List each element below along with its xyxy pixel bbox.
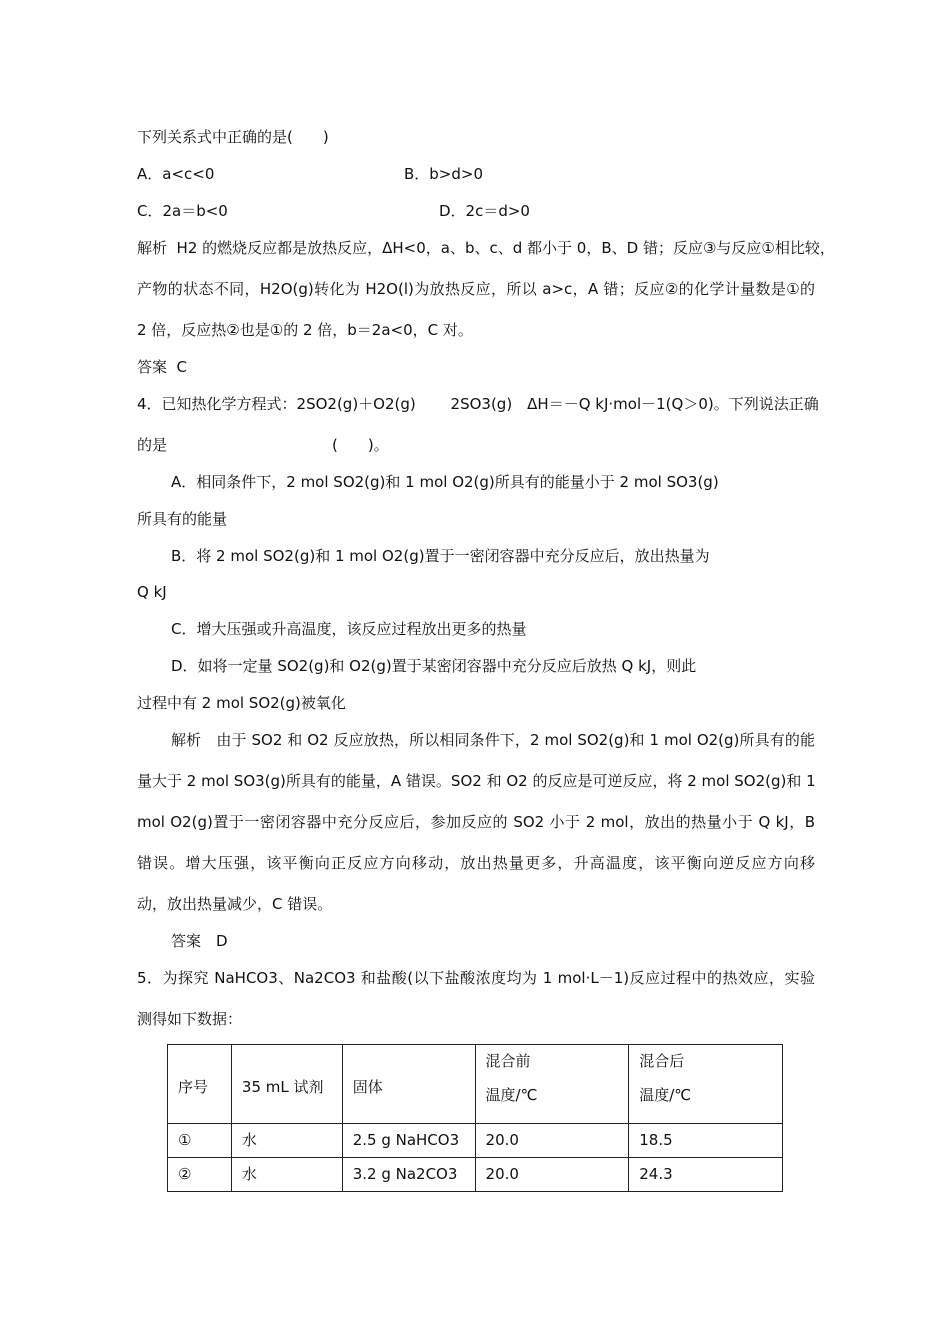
q4-option-b-line-2: Q kJ [137, 583, 167, 601]
q3-analysis-line-2: 产物的状态不同，H2O(g)转化为 H2O(l)为放热反应，所以 a>c，A 错；反应②的化学计量数是①的 [137, 280, 815, 298]
header-temp-before-line-1: 混合前 [485, 1052, 531, 1070]
q5-stem-line-2: 测得如下数据： [137, 1010, 243, 1028]
table-header-row [168, 1045, 783, 1124]
q4-answer: 答案 D [171, 932, 228, 950]
q3-option-a: A．a<c<0 [137, 165, 215, 183]
q3-option-c: C．2a＝b<0 [137, 202, 228, 220]
header-temp-after-line-2: 温度/℃ [639, 1086, 692, 1104]
header-solid: 固体 [342, 1045, 475, 1124]
q5-stem-line-1: 5．为探究 NaHCO3、Na2CO3 和盐酸(以下盐酸浓度均为 1 mol·L－1)反应过程中的热效应，实验 [137, 969, 815, 987]
q4-option-a-line-2: 所具有的能量 [137, 510, 228, 528]
header-reagent: 35 mL 试剂 [231, 1045, 342, 1124]
header-temp-after [629, 1045, 783, 1124]
q4-analysis-line-1: 解析 由于 SO2 和 O2 反应放热，所以相同条件下，2 mol SO2(g)和 1 mol O2(g)所具有的能 [171, 731, 815, 749]
q3-analysis-line-1: 解析 H2 的燃烧反应都是放热反应，ΔH<0，a、b、c、d 都小于 0，B、D 错；反应③与反应①相比较， [137, 239, 835, 257]
table-cell: 水 [231, 1124, 342, 1158]
table-cell: 20.0 [475, 1124, 629, 1158]
q4-analysis-line-4: 错误。增大压强，该平衡向正反应方向移动，放出热量更多，升高温度，该平衡向逆反应方向移 [137, 854, 815, 872]
q3-stem: 下列关系式中正确的是( ) [137, 128, 329, 146]
q4-analysis-line-3: mol O2(g)置于一密闭容器中充分反应后，参加反应的 SO2 小于 2 mol，放出的热量小于 Q kJ，B [137, 813, 815, 831]
table-row [168, 1124, 783, 1158]
q3-analysis-line-3: 2 倍，反应热②也是①的 2 倍，b＝2a<0，C 对。 [137, 321, 473, 339]
q4-analysis-line-2: 量大于 2 mol SO3(g)所具有的能量，A 错误。SO2 和 O2 的反应是可逆反应，将 2 mol SO2(g)和 1 [137, 772, 816, 790]
table-cell: ② [168, 1158, 232, 1192]
q4-stem-line-1: 4．已知热化学方程式：2SO2(g)＋O2(g) 2SO3(g) ΔH＝－Q kJ·mol－1(Q＞0)。下列说法正确 [137, 395, 819, 413]
table-cell: 18.5 [629, 1124, 783, 1158]
q3-answer: 答案 C [137, 358, 188, 376]
table-cell: ① [168, 1124, 232, 1158]
q4-analysis-line-5: 动，放出热量减少，C 错误。 [137, 895, 333, 913]
header-temp-after-line-1: 混合后 [639, 1052, 685, 1070]
q3-option-b: B．b>d>0 [404, 165, 484, 183]
q4-option-d-line-2: 过程中有 2 mol SO2(g)被氧化 [137, 694, 346, 712]
table-cell: 水 [231, 1158, 342, 1192]
q4-stem-line-2: 的是 ( )。 [137, 436, 389, 454]
header-temp-before-line-2: 温度/℃ [485, 1086, 538, 1104]
table-cell: 2.5 g NaHCO3 [342, 1124, 475, 1158]
q4-option-d-line-1: D．如将一定量 SO2(g)和 O2(g)置于某密闭容器中充分反应后放热 Q kJ，则此 [171, 657, 697, 675]
q3-option-d: D．2c＝d>0 [439, 202, 530, 220]
experiment-data-table [167, 1044, 783, 1192]
q4-option-c: C．增大压强或升高温度，该反应过程放出更多的热量 [171, 620, 527, 638]
table-cell: 24.3 [629, 1158, 783, 1192]
header-serial: 序号 [168, 1045, 232, 1124]
table-cell: 3.2 g Na2CO3 [342, 1158, 475, 1192]
q4-option-a-line-1: A．相同条件下，2 mol SO2(g)和 1 mol O2(g)所具有的能量小于 2 mol SO3(g) [171, 473, 719, 491]
table-cell: 20.0 [475, 1158, 629, 1192]
q4-option-b-line-1: B．将 2 mol SO2(g)和 1 mol O2(g)置于一密闭容器中充分反应后，放出热量为 [171, 547, 710, 565]
table-row [168, 1158, 783, 1192]
header-temp-before [475, 1045, 629, 1124]
